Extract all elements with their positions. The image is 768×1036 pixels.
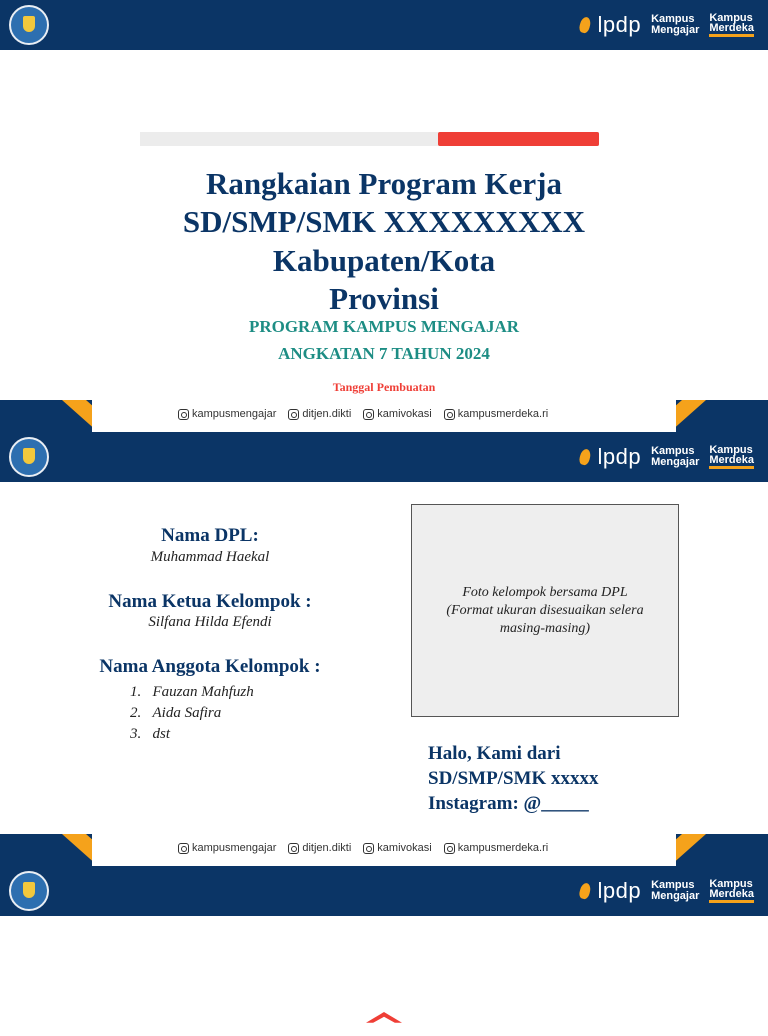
- social-item: ditjen.dikti: [288, 408, 351, 420]
- instagram-icon: [444, 409, 455, 420]
- footer-bar: [0, 400, 768, 432]
- instagram-icon: [178, 843, 189, 854]
- list-item: 1. Fauzan Mahfuzh: [130, 684, 254, 700]
- greeting-block: Halo, Kami dari SD/SMP/SMK xxxxx Instagram: @_____: [428, 743, 599, 814]
- slide-3: [0, 866, 768, 1024]
- members-list: [130, 682, 254, 745]
- social-item: ditjen.dikti: [288, 842, 351, 854]
- instagram-icon: [363, 409, 374, 420]
- partner-logos: [577, 10, 754, 40]
- lpdp-flame-icon: [577, 16, 593, 34]
- instagram-icon: [444, 843, 455, 854]
- instagram-icon: [288, 843, 299, 854]
- social-item: kamivokasi: [363, 842, 431, 854]
- header-bar: [0, 432, 768, 482]
- instagram-icon: [288, 409, 299, 420]
- footer-bar: [0, 834, 768, 866]
- partner-logos: [577, 442, 754, 472]
- tut-wuri-handayani-emblem-icon: [9, 437, 49, 477]
- kampus-merdeka-logo: Kampus Merdeka: [709, 445, 754, 469]
- social-item: kampusmerdeka.ri: [444, 842, 548, 854]
- kampus-mengajar-logo: Kampus Mengajar: [651, 879, 700, 902]
- lpdp-logo: lpdp: [577, 878, 641, 904]
- lpdp-flame-icon: [577, 448, 593, 466]
- social-handles: [178, 408, 548, 420]
- header-bar: [0, 866, 768, 916]
- social-item: kamivokasi: [363, 408, 431, 420]
- social-item: kampusmengajar: [178, 408, 276, 420]
- lpdp-logo: lpdp: [577, 444, 641, 470]
- progress-fill: [438, 132, 599, 146]
- leader-name: Silfana Hilda Efendi: [148, 614, 272, 630]
- program-name: PROGRAM KAMPUS MENGAJAR: [248, 317, 520, 336]
- kampus-merdeka-logo: Kampus Merdeka: [709, 13, 754, 37]
- group-photo-placeholder: Foto kelompok bersama DPL (Format ukuran disesuaikan selera masing-masing): [411, 504, 679, 717]
- title-line-2: SD/SMP/SMK XXXXXXXXX: [182, 204, 586, 239]
- batch-year: ANGKATAN 7 TAHUN 2024: [278, 344, 490, 363]
- list-item: 3. dst: [130, 726, 171, 742]
- partner-logos: [577, 876, 754, 906]
- kampus-mengajar-logo: Kampus Mengajar: [651, 13, 700, 36]
- leader-label: Nama Ketua Kelompok :: [108, 591, 312, 612]
- creation-date-label: Tanggal Pembuatan: [332, 380, 436, 394]
- lpdp-logo: lpdp: [577, 12, 641, 38]
- title-line-1: Rangkaian Program Kerja: [206, 166, 562, 201]
- slide-1: [0, 0, 768, 432]
- kampus-mengajar-logo: Kampus Mengajar: [651, 445, 700, 468]
- social-item: kampusmengajar: [178, 842, 276, 854]
- list-item: 2. Aida Safira: [130, 705, 222, 721]
- tut-wuri-handayani-emblem-icon: [9, 5, 49, 45]
- members-label: Nama Anggota Kelompok :: [99, 656, 321, 677]
- social-handles: [178, 842, 548, 854]
- kampus-merdeka-logo: Kampus Merdeka: [709, 879, 754, 903]
- dpl-label: Nama DPL:: [161, 525, 259, 546]
- lpdp-flame-icon: [577, 882, 593, 900]
- header-bar: [0, 0, 768, 50]
- title-line-4: Provinsi: [329, 281, 439, 316]
- title-line-3: Kabupaten/Kota: [272, 243, 496, 278]
- instagram-icon: [178, 409, 189, 420]
- instagram-icon: [363, 843, 374, 854]
- tut-wuri-handayani-emblem-icon: [9, 871, 49, 911]
- dpl-name: Muhammad Haekal: [150, 549, 270, 565]
- social-item: kampusmerdeka.ri: [444, 408, 548, 420]
